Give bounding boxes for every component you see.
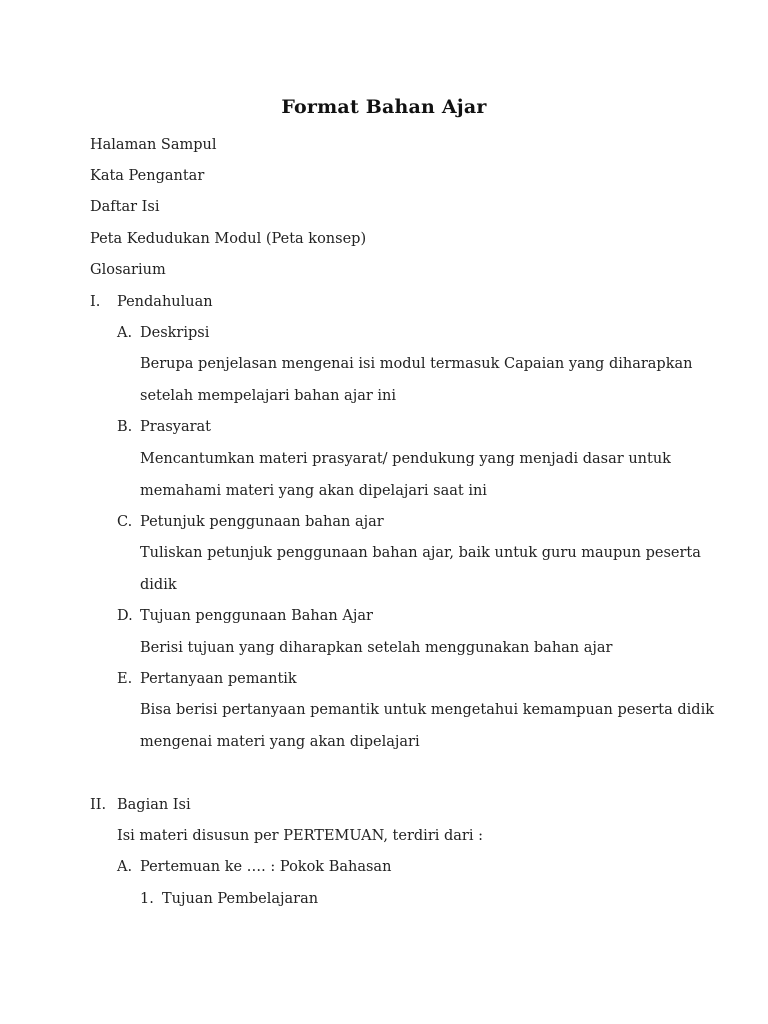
front-matter-item: Daftar Isi xyxy=(90,199,160,215)
item-description: Mencantumkan materi prasyarat/ pendukung yang menjadi dasar untuk xyxy=(140,451,671,467)
section-intro: Isi materi disusun per PERTEMUAN, terdiri dari : xyxy=(117,828,483,844)
item-heading: Petunjuk penggunaan bahan ajar xyxy=(140,514,384,530)
item-heading: Pertanyaan pemantik xyxy=(140,671,297,687)
front-matter-item: Peta Kedudukan Modul (Peta konsep) xyxy=(90,231,367,247)
section-heading: Bagian Isi xyxy=(117,797,191,813)
section-numeral: I. xyxy=(90,294,101,310)
item-description: mengenai materi yang akan dipelajari xyxy=(140,734,420,750)
item-heading: Prasyarat xyxy=(140,419,212,435)
item-description: Bisa berisi pertanyaan pemantik untuk mengetahui kemampuan peserta didik xyxy=(140,702,715,718)
item-description: Berupa penjelasan mengenai isi modul termasuk Capaian yang diharapkan xyxy=(140,356,693,372)
item-letter: D. xyxy=(117,608,133,624)
item-letter: C. xyxy=(117,514,133,530)
section-numeral: II. xyxy=(90,797,107,813)
page-title: Format Bahan Ajar xyxy=(281,96,487,118)
item-description: didik xyxy=(140,577,177,593)
item-description: Tuliskan petunjuk penggunaan bahan ajar, baik untuk guru maupun peserta xyxy=(140,545,701,561)
section-heading: Pendahuluan xyxy=(117,294,213,310)
item-letter: A. xyxy=(117,325,133,341)
item-letter: E. xyxy=(117,671,133,687)
item-description: Berisi tujuan yang diharapkan setelah menggunakan bahan ajar xyxy=(140,640,613,656)
item-heading: Tujuan penggunaan Bahan Ajar xyxy=(140,608,373,624)
subitem-number: 1. xyxy=(140,891,154,907)
item-description: memahami materi yang akan dipelajari saat ini xyxy=(140,483,487,499)
item-letter: B. xyxy=(117,419,133,435)
item-description: setelah mempelajari bahan ajar ini xyxy=(140,388,397,404)
item-heading: Deskripsi xyxy=(140,325,210,341)
front-matter-item: Halaman Sampul xyxy=(90,137,217,153)
item-heading: Pertemuan ke …. : Pokok Bahasan xyxy=(140,859,392,875)
front-matter-item: Glosarium xyxy=(90,262,166,278)
front-matter-item: Kata Pengantar xyxy=(90,168,205,184)
item-letter: A. xyxy=(117,859,133,875)
subitem-heading: Tujuan Pembelajaran xyxy=(162,891,319,907)
